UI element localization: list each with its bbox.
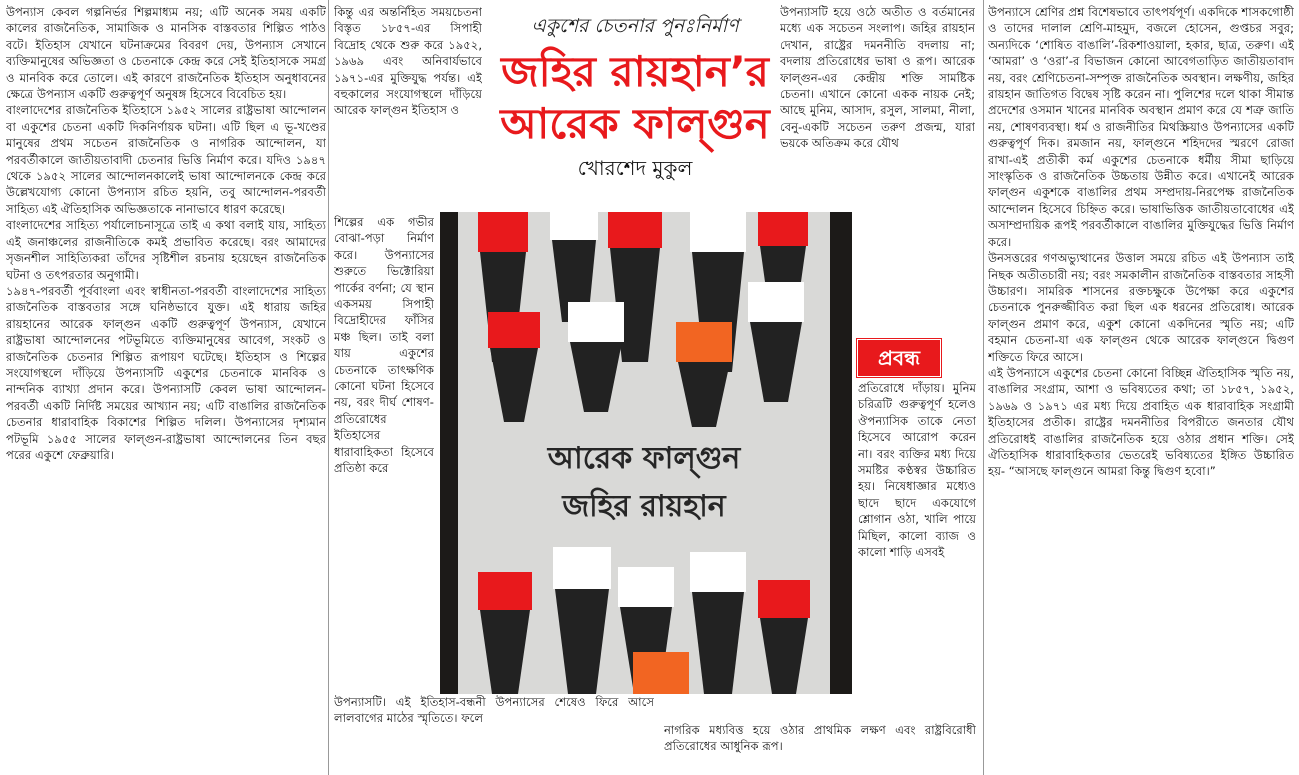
paragraph: উপন্যাসটি। এই ইতিহাস-বন্ধনী উপন্যাসের শেষেও ফিরে আসে লালবাগের মাঠের স্মৃতিতে। ফলে — [334, 695, 654, 726]
headline-block — [490, 4, 780, 210]
article-column-3 — [780, 4, 975, 344]
paragraph: উপন্যাসটি হয়ে ওঠে অতীত ও বর্তমানের মধ্যে এক সচেতন সংলাপ। জহির রায়হান দেখান, রাষ্ট্রের দমননীতি বদলায় না; বদলায় প্রতিরোধের ভাষা ও রূপ। আরেক ফাল্গুন-এর কেন্দ্রীয় শক্তি সামষ্টিক চেতনা। এখানে কোনো একক নায়ক নেই; আছে মুনিম, আসাদ, রসুল, সালমা, নীলা, বেনু-একটি সচেতন তরুণ প্রজন্ম, যারা ভয়কে অতিক্রম করে যৌথ — [780, 5, 975, 151]
paragraph: বাংলাদেশের রাজনৈতিক ইতিহাসে ১৯৫২ সালের রাষ্ট্রভাষা আন্দোলন বা একুশের চেতনা একটি দিকনির্ণায়ক ঘটনা। এটি ছিল এ ভূ-খণ্ডের মানুষের প্রথম সচেতন রাজনৈতিক ও নাগরিক আন্দোলন, যা পরবর্তীকালে জাতীয়তাবাদী চেতনার ভিত্তি নির্মাণ করে। যদিও ১৯৪৭ থেকে ১৯৫২ সালের আন্দোলনকালেই ভাষা আন্দোলনকে কেন্দ্র করে উল্লেখযোগ্য কোনো উপন্যাস রচিত হয়নি, তবু আন্দোলন-পরবর্তী সাহিত্য এই ঐতিহাসিক অভিজ্ঞতাকে নানাভাবে ধারণ করেছে। — [6, 103, 326, 216]
article-column-2 — [334, 4, 482, 214]
paragraph: উনসত্তরের গণঅভ্যুত্থানের উত্তাল সময়ে রচিত এই উপন্যাস তাই নিছক অতীতচারী নয়; বরং সমকালীন রাজনৈতিক বাস্তবতার সাহসী উচ্চারণ। সামরিক শাসনের রক্তচক্ষুকে উপেক্ষা করে একুশের চেতনাকে পুনরুজ্জীবিত করা ছিল এক ধরনের প্রতিরোধ। আরেক ফাল্গুন প্রমাণ করে, একুশ কোনো একদিনের স্মৃতি নয়; এটি বহমান চেতনা-যা এক ফাল্গুন থেকে আরেক ফাল্গুনে দ্বিগুণ শক্তিতে ফিরে আসে। — [988, 251, 1294, 364]
paragraph: প্রতিরোধে দাঁড়ায়। মুনিম চরিত্রটি গুরুত্বপূর্ণ হলেও ঔপন্যাসিক তাকে নেতা হিসেবে আরোপ করেন না। বরং ব্যক্তির মধ্য দিয়ে সমষ্টির কণ্ঠস্বর উচ্চারিত হয়। নিষেধাজ্ঞার মধ্যেও ছাদে ছাদে একযোগে শ্লোগান ওঠা, খালি পায়ে মিছিল, কালো ব্যাজ ও কালো শাড়ি এসবই — [858, 381, 976, 560]
faces-bottom-row — [478, 547, 810, 694]
column-rule — [983, 0, 984, 775]
paragraph: নাগরিক মধ্যবিত্ত হয়ে ওঠার প্রাথমিক লক্ষণ এবং রাষ্ট্রবিরোধী প্রতিরোধের আধুনিক রূপ। — [664, 723, 976, 754]
paragraph: উপন্যাস কেবল গল্পনির্ভর শিল্পমাধ্যম নয়; এটি অনেক সময় একটি কালের রাজনৈতিক, সামাজিক ও মানসিক বাস্তবতার শিল্পিত পাঠও বটে। ইতিহাস যেখানে ঘটনাক্রমের বিবরণ দেয়, উপন্যাস সেখানে ব্যক্তিমানুষের অভিজ্ঞতা ও চেতনাকে কেন্দ্র করে সেই ইতিহাসকে সমগ্র ও মানবিক করে তোলে। এই কারণে রাজনৈতিক ইতিহাস অনুধাবনের ক্ষেত্রে উপন্যাস একটি গুরুত্বপূর্ণ অনুষঙ্গ হিসেবে বিবেচিত হয়। — [6, 5, 326, 102]
article-column-2-narrow — [334, 214, 434, 694]
article-column-4 — [988, 4, 1294, 772]
section-tag: প্রবন্ধ — [858, 340, 940, 376]
paragraph: বাংলাদেশের সাহিত্য পর্যালোচনাসূত্রে তাই এ কথা বলাই যায়, সাহিত্য এই জনাঞ্চলের রাজনীতিকে কমই প্রভাবিত করেছে। বরং আমাদের সৃজনশীল সাহিত্যিকরা তাঁদের সৃষ্টিশীল রচনায় হয়েছেন রাজনৈতিক ঘটনা ও তৎপরতার অনুগামী। — [6, 218, 326, 282]
paragraph: ১৯৪৭-পরবর্তী পূর্ববাংলা এবং স্বাধীনতা-পরবর্তী বাংলাদেশের সাহিত্য রাজনৈতিক বাস্তবতার সঙ্গে ঘনিষ্ঠভাবে যুক্ত। এই ধারায় জহির রায়হানের আরেক ফাল্গুন একটি গুরুত্বপূর্ণ উপন্যাস, যেখানে রাষ্ট্রভাষা আন্দোলনের পটভূমিতে ব্যক্তিমানুষের আবেগ, সংকট ও রাজনৈতিক চেতনার শিল্পিত রূপায়ণ ঘটেছে। ইতিহাস ও শিল্পের সংযোগস্থলে দাঁড়িয়ে উপন্যাসটি একুশের চেতনাকে মানবিক ও নান্দনিক ব্যাখ্যা প্রদান করে। উপন্যাসটি কেবল ভাষা আন্দোলন-পরবর্তী একটি নির্দিষ্ট সময়ের আখ্যান নয়; এটি বাঙালির রাজনৈতিক চেতনার ধারাবাহিক বিকাশের শিল্পিত দলিল। উপন্যাসের দৃশ্যমান পটভূমি ১৯৫৫ সালের ফাল্গুন-রাষ্ট্রভাষা আন্দোলনের তিন বছর পরের একুশে ফেব্রুয়ারি। — [6, 283, 326, 462]
paragraph: এই উপন্যাসে একুশের চেতনা কোনো বিচ্ছিন্ন ঐতিহাসিক স্মৃতি নয়, বাঙালির সংগ্রাম, আশা ও ভবিষ্যতের কথা; তা ১৮৫৭, ১৯৫২, ১৯৬৯ ও ১৯৭১ এর মধ্য দিয়ে প্রবাহিত এক ধারাবাহিক সংগ্রামী ইতিহাসের প্রতীক। রাষ্ট্রের দমননীতির বিপরীতে জনতার যৌথ প্রতিরোধই বাঙালির রাজনৈতিক হয়ে ওঠার প্রধান শক্তি। সেই ঐতিহাসিক ধারাবাহিকতার ভেতরেই ভবিষ্যতের ইঙ্গিত উচ্চারিত হয়- “আসছে ফাল্গুনে আমরা কিন্তু দ্বিগুণ হবো।” — [988, 365, 1294, 479]
column-rule — [328, 0, 329, 775]
paragraph: উপন্যাসে শ্রেণির প্রশ্ন বিশেষভাবে তাৎপর্যপূর্ণ। একদিকে শাসকগোষ্ঠী ও তাদের দালাল শ্রেণি-মাহমুদ, বজলে হোসেন, গুপ্তচর সবুর; অন্যদিকে ‘শোষিত বাঙালি’-রিকশাওয়ালা, হকার, ছাত্র, তরুণ। এই ‘আমরা’ ও ‘ওরা’-র বিভাজন কোনো আবেগতাড়িত জাতীয়তাবাদ নয়, বরং শ্রেণিচেতনা-সম্পৃক্ত রাজনৈতিক অবস্থান। লক্ষণীয়, জহির রায়হান জাতিগত বিদ্বেষ সৃষ্টি করেন না। পুলিশের দলে থাকা সীমান্ত প্রদেশের ওসমান খানের মানবিক অবস্থান প্রমাণ করে যে শত্রু জাতি নয়, শোষণব্যবস্থা। ধর্ম ও রাজনীতির মিথস্ক্রিয়াও উপন্যাসের একটি গুরুত্বপূর্ণ দিক। রমজান নয়, ফাল্গুনে শহিদদের স্মরণে রোজা রাখা-এই প্রতীকী কর্ম একুশের চেতনাকে ধর্মীয় সীমা ছাড়িয়ে সাংস্কৃতিক ও রাজনৈতিক উচ্চতায় উন্নীত করে। এখানেই আরেক ফাল্গুন একুশকে বাঙালির প্রথম সম্প্রদায়-নিরপেক্ষ রাজনৈতিক আন্দোলন হিসেবে চিহ্নিত করে। ভাষাভিত্তিক জাতীয়তাবোধের এই অসাম্প্রদায়িক রূপই পরবর্তীকালে বাঙালির মুক্তিযুদ্ধের ভিত্তি নির্মাণ করে। — [988, 5, 1294, 249]
book-title: আরেক ফাল্গুন — [547, 441, 741, 476]
kicker: একুশের চেতনার পুনঃনির্মাণ — [531, 15, 739, 37]
paragraph: কিন্তু এর অন্তর্নিহিত সময়চেতনা বিস্তৃত ১৮৫৭-এর সিপাহী বিদ্রোহ থেকে শুরু করে ১৯৫২, ১৯৬৯ এবং অনিবার্যভাবে ১৯৭১-এর মুক্তিযুদ্ধ পর্যন্ত। এই বহুকালের সংযোগস্থলে দাঁড়িয়ে আরেক ফাল্গুন ইতিহাস ও — [334, 5, 482, 118]
headline-title-line-2: আরেক ফাল্গুন — [500, 99, 770, 148]
article-column-3-bottom — [664, 722, 976, 772]
paragraph: শিল্পের এক গভীর বোঝা-পড়া নির্মাণ করে। উপন্যাসের শুরুতে ভিক্টোরিয়া পার্কের বর্ণনা; যে স্থান একসময় সিপাহী বিদ্রোহীদের ফাঁসির মঞ্চ ছিল। তাই বলা যায় একুশের চেতনাকে তাৎক্ষণিক কোনো ঘটনা হিসেবে নয়, বরং দীর্ঘ শোষণ-প্রতিরোধের ইতিহাসের ধারাবাহিকতা হিসেবে প্রতিষ্ঠা করে — [334, 215, 434, 476]
article-column-1 — [6, 4, 326, 772]
byline: খোরশেদ মুকুল — [577, 156, 693, 180]
book-author: জহির রায়হান — [562, 489, 726, 524]
article-column-2-bottom — [334, 694, 654, 774]
article-column-3-narrow — [858, 380, 976, 710]
headline-title-line-1: জহির রায়হান’র — [501, 47, 769, 96]
book-cover — [458, 212, 830, 694]
faces-top-row — [478, 212, 808, 427]
